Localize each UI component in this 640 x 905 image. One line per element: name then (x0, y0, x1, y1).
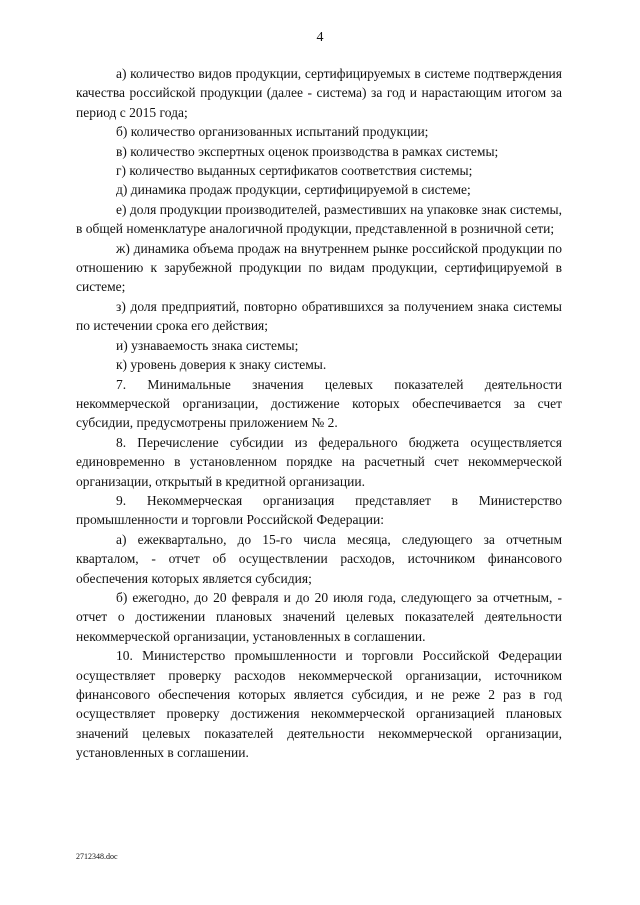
paragraph-clause-7: 7. Минимальные значения целевых показателей деятельности некоммерческой организации, достижение которых обеспечивается за счет субсидии, предусмотрены приложением № 2. (76, 376, 562, 431)
paragraph-clause-9: 9. Некоммерческая организация представляет в Министерство промышленности и торговли Российской Федерации: (76, 492, 562, 528)
paragraph-clause-8: 8. Перечисление субсидии из федерального бюджета осуществляется единовременно в установленном порядке на расчетный счет некоммерческой организации, открытый в кредитной организации. (76, 434, 562, 489)
document-body (76, 64, 562, 763)
paragraph-clause-9-b: б) ежегодно, до 20 февраля и до 20 июля года, следующего за отчетным, - отчет о достижении плановых значений целевых показателей деятельности некоммерческой организации, установленных в соглашении. (76, 589, 562, 644)
paragraph-item-d: д) динамика продаж продукции, сертифицируемой в системе; (116, 182, 471, 198)
paragraph-item-b: б) количество организованных испытаний продукции; (116, 124, 429, 140)
paragraph-item-k: к) уровень доверия к знаку системы. (116, 357, 327, 373)
paragraph-item-zh: ж) динамика объема продаж на внутреннем рынке российской продукции по отношению к зарубежной продукции по видам продукции, сертифицируемой в системе; (76, 240, 562, 295)
paragraph-item-g: г) количество выданных сертификатов соответствия системы; (116, 163, 473, 179)
paragraph-item-v: в) количество экспертных оценок производства в рамках системы; (116, 143, 499, 159)
page-number: 4 (316, 30, 324, 45)
paragraph-item-e: е) доля продукции производителей, разместивших на упаковке знак системы, в общей номенклатуре аналогичной продукции, представленной в розничной сети; (76, 201, 562, 237)
paragraph-item-a: а) количество видов продукции, сертифицируемых в системе подтверждения качества российской продукции (далее - система) за год и нарастающим итогом за период с 2015 года; (76, 66, 562, 120)
paragraph-item-z: з) доля предприятий, повторно обратившихся за получением знака системы по истечении срока его действия; (76, 298, 562, 334)
paragraph-clause-9-a: а) ежеквартально, до 15-го числа месяца, следующего за отчетным кварталом, - отчет об осуществлении расходов, источником финансового обеспечения которых является субсидия; (76, 531, 562, 586)
footer-filename: 2712348.doc (76, 852, 118, 861)
paragraph-clause-10: 10. Министерство промышленности и торговли Российской Федерации осуществляет проверку расходов некоммерческой организации, источником финансового обеспечения которых является субсидия, и не реже 2 раз в год осуществляет проверку достижения некоммерческой организацией плановых значений целевых показателей деятельности некоммерческой организации, установленных в соглашении. (76, 648, 562, 761)
paragraph-item-i: и) узнаваемость знака системы; (116, 337, 299, 353)
